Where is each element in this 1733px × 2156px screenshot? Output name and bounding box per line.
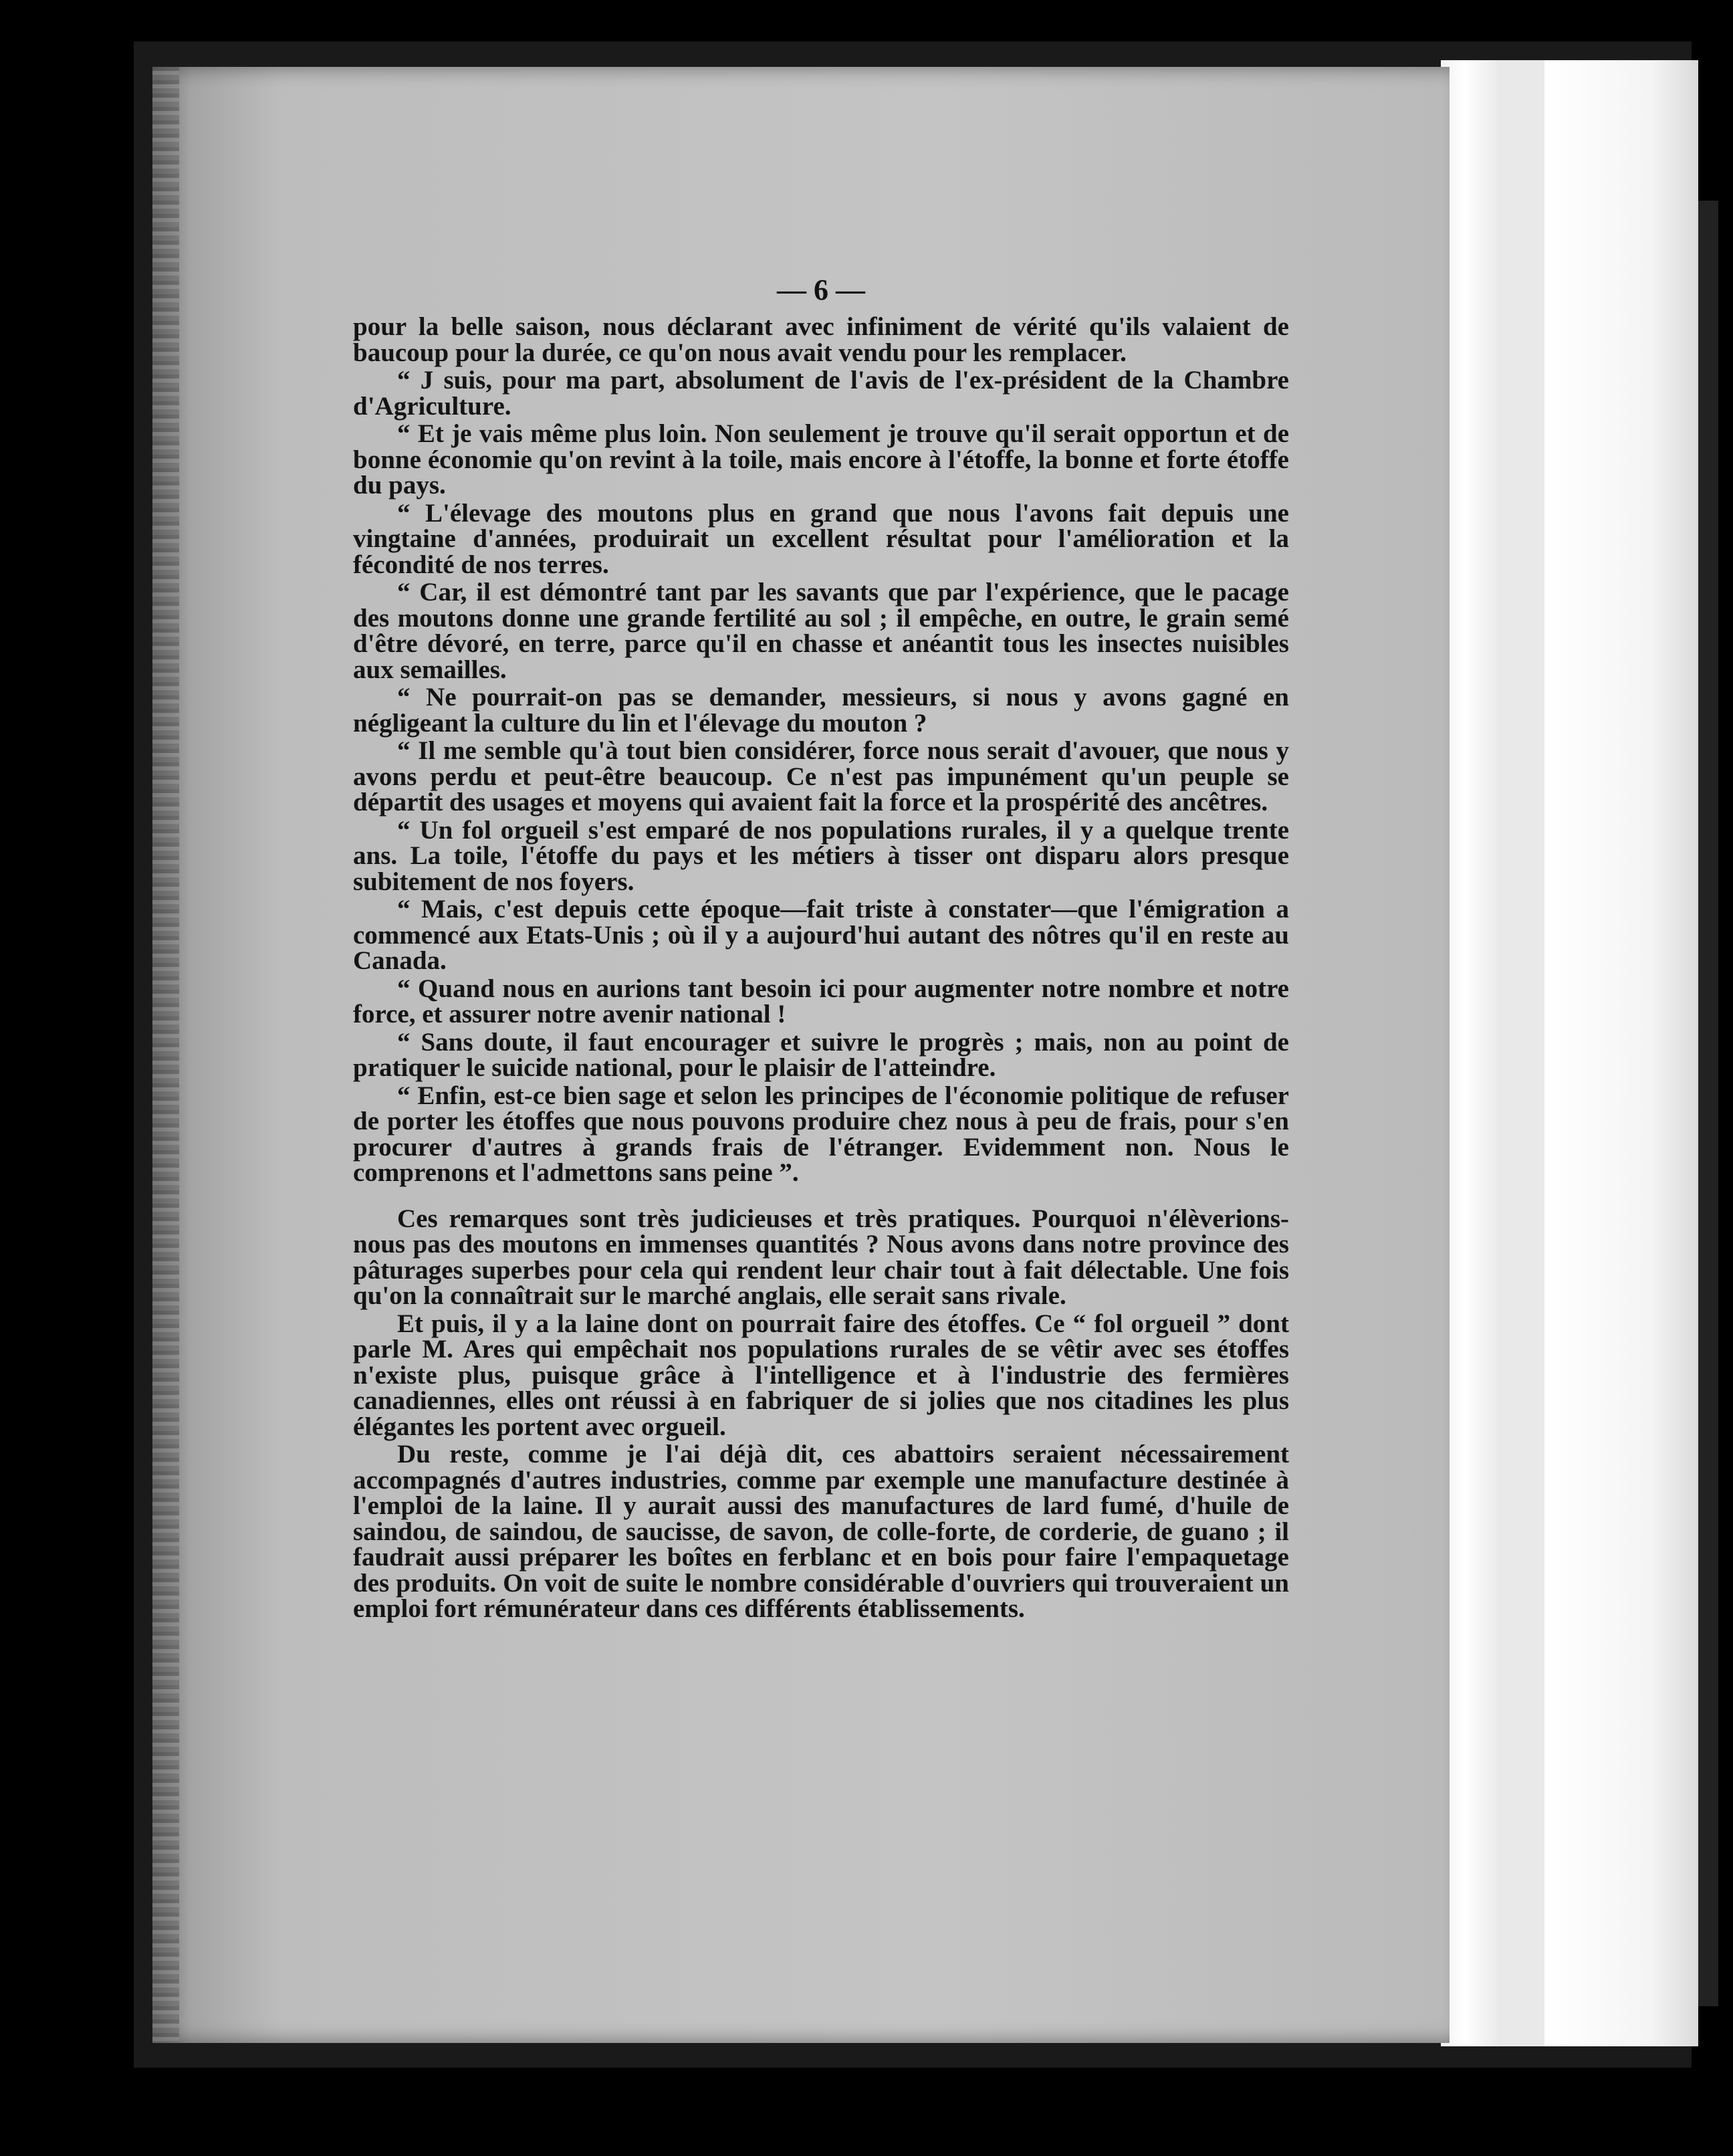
paragraph: Et puis, il y a la laine dont on pourrait faire des étoffes. Ce “ fol orgueil ” dont parle M. Ares qui empêchait nos populations rurales de se vêtir avec ses étoffes n'existe plus, puisque grâce à l'intelligence et à l'industrie des fermières canadiennes, elles ont réussi à en fabriquer de si jolies que nos citadines les plus élégantes les portent avec orgueil. — [353, 1309, 1289, 1441]
paragraph: “ Enfin, est-ce bien sage et selon les principes de l'économie politique de refuser de porter les étoffes que nous pouvons produire chez nous à peu de frais, pour s'en procurer d'autres à grands frais de l'étranger. Evidemment non. Nous le comprenons et l'admettons sans peine ”. — [353, 1081, 1289, 1187]
adjacent-page-shadow — [1698, 201, 1718, 2006]
paragraph: “ Il me semble qu'à tout bien considérer, force nous serait d'avouer, que nous y avons perdu et peut-être beaucoup. Ce n'est pas impunément qu'un peuple se départit des usages et moyens qui avaient fait la force et la prospérité des ancêtres. — [353, 736, 1289, 817]
paragraph: “ Ne pourrait-on pas se demander, messieurs, si nous y avons gagné en négligeant la culture du lin et l'élevage du mouton ? — [353, 683, 1289, 738]
paragraph: “ Car, il est démontré tant par les savants que par l'expérience, que le pacage des moutons donne une grande fertilité au sol ; il empêche, en outre, le grain semé d'être dévoré, en terre, parce qu'il en chasse et anéantit tous les insectes nuisibles aux semailles. — [353, 578, 1289, 684]
page-gutter — [1501, 60, 1544, 2046]
adjacent-page — [1544, 60, 1698, 2046]
paragraph: “ Et je vais même plus loin. Non seulement je trouve qu'il serait opportun et de bonne économie qu'on revint à la toile, mais encore à l'étoffe, la bonne et forte étoffe du pays. — [353, 419, 1289, 500]
paragraph: “ L'élevage des moutons plus en grand que nous l'avons fait depuis une vingtaine d'années, produirait un excellent résultat pour l'amélioration et la fécondité de nos terres. — [353, 498, 1289, 579]
page-left-edge — [152, 67, 179, 2043]
page-text — [353, 314, 1289, 1624]
paragraph: “ Quand nous en aurions tant besoin ici pour augmenter notre nombre et notre force, et assurer notre avenir national ! — [353, 974, 1289, 1029]
page-number: — 6 — — [777, 274, 865, 306]
paragraph: pour la belle saison, nous déclarant avec infiniment de vérité qu'ils valaient de baucoup pour la durée, ce qu'on nous avait vendu pour les remplacer. — [353, 312, 1289, 367]
paragraph: “ Sans doute, il faut encourager et suivre le progrès ; mais, non au point de pratiquer le suicide national, pour le plaisir de l'atteindre. — [353, 1027, 1289, 1082]
paragraph: “ Un fol orgueil s'est emparé de nos populations rurales, il y a quelque trente ans. La toile, l'étoffe du pays et les métiers à tisser ont disparu alors presque subitement de nos foyers. — [353, 815, 1289, 896]
paragraph: Ces remarques sont très judicieuses et très pratiques. Pourquoi n'élèverions-nous pas des moutons en immenses quantités ? Nous avons dans notre province des pâturages superbes pour cela qui rendent leur chair tout à fait délectable. Une fois qu'on la connaîtrait sur le marché anglais, elle serait sans rivale. — [353, 1204, 1289, 1310]
paragraph: “ J suis, pour ma part, absolument de l'avis de l'ex-président de la Chambre d'Agriculture. — [353, 366, 1289, 421]
paragraph: “ Mais, c'est depuis cette époque—fait triste à constater—que l'émigration a commencé aux Etats-Unis ; où il y a aujourd'hui autant des nôtres qu'il en reste au Canada. — [353, 895, 1289, 975]
adjacent-page-edge — [1441, 60, 1501, 2046]
paragraph: Du reste, comme je l'ai déjà dit, ces abattoirs seraient nécessairement accompagnés d'autres industries, comme par exemple une manufacture destinée à l'emploi de la laine. Il y aurait aussi des manufactures de lard fumé, d'huile de saindou, de saindou, de saucisse, de savon, de colle-forte, de corderie, de guano ; il faudrait aussi préparer les boîtes en ferblanc et en bois pour faire l'empaquetage des produits. On voit de suite le nombre considérable d'ouvriers qui trouveraient un emploi fort rémunérateur dans ces différents établissements. — [353, 1440, 1289, 1623]
